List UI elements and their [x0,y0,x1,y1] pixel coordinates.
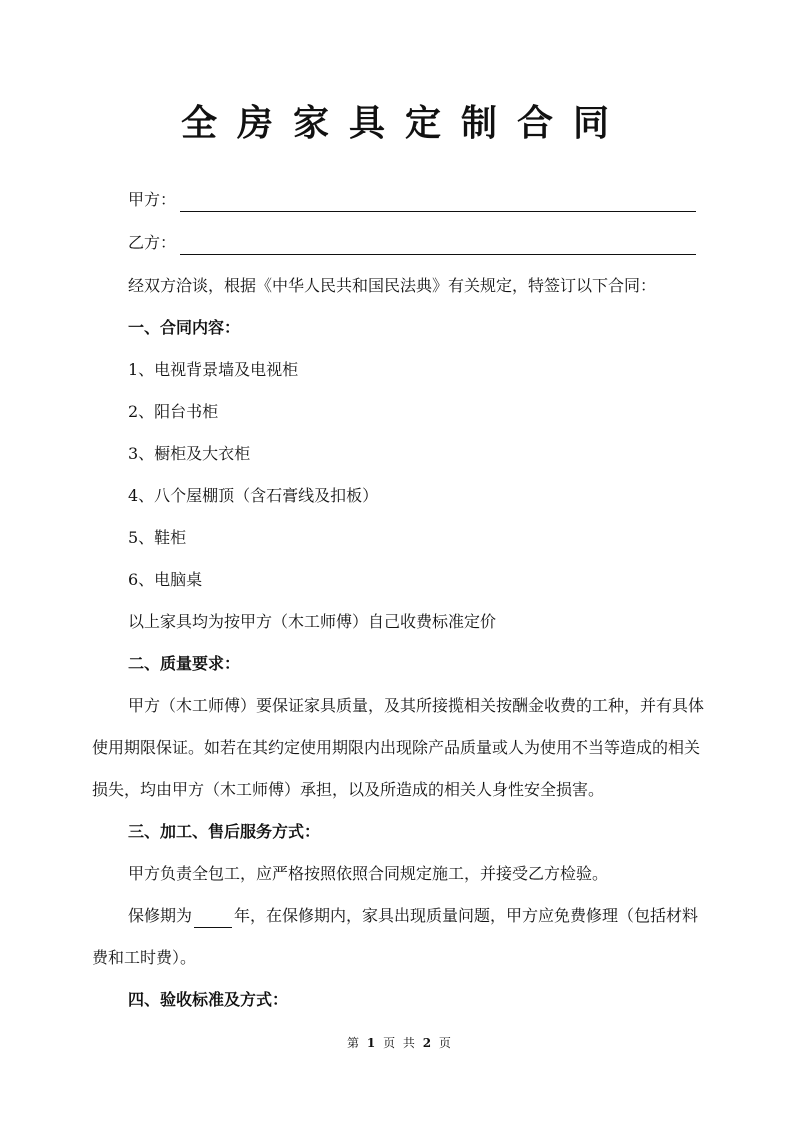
section-2-heading: 二、质量要求： [128,654,241,673]
party-a-blank [180,193,696,212]
section-1-heading: 一、合同内容： [128,318,241,337]
contract-item-1: 1、电视背景墙及电视柜 [128,360,299,379]
section-3-para-2-line-2: 费和工时费）。 [92,948,197,967]
section-3-heading: 三、加工、售后服务方式： [128,822,321,841]
section-4-heading: 四、验收标准及方式： [128,990,289,1009]
contract-item-2: 2、阳台书柜 [128,402,219,421]
footer-prefix: 第 [347,1036,362,1050]
page-footer [0,1034,800,1051]
party-b-blank [180,236,696,255]
party-b-line [128,231,696,255]
intro-text: 经双方洽谈，根据《中华人民共和国民法典》有关规定，特签订以下合同： [128,276,657,295]
section-2-line-1: 甲方（木工师傅）要保证家具质量，及其所接揽相关按酬金收费的工种，并有具体 [128,696,705,715]
page-title: 全房家具定制合同 [180,102,629,144]
footer-page-number: 1 [366,1036,378,1050]
section-3-para-2 [128,904,698,928]
contract-item-5: 5、鞋柜 [128,528,187,547]
footer-suffix: 页 [438,1036,453,1050]
contract-item-6: 6、电脑桌 [128,570,203,589]
warranty-suffix: 年，在保修期内，家具出现质量问题，甲方应免费修理（包括材料 [234,906,699,925]
party-a-label: 甲方： [128,190,177,209]
party-b-label: 乙方： [128,233,177,252]
contract-item-4: 4、八个屋棚顶（含石膏线及扣板） [128,486,379,505]
party-a-line [128,188,696,212]
warranty-years-blank [194,909,232,928]
section-3-para-1: 甲方负责全包工，应严格按照依照合同规定施工，并接受乙方检验。 [128,864,609,883]
contract-item-3: 3、橱柜及大衣柜 [128,444,251,463]
footer-total-pages: 2 [422,1036,434,1050]
section-2-line-3: 损失，均由甲方（木工师傅）承担，以及所造成的相关人身性安全损害。 [92,780,605,799]
section-2-line-2: 使用期限保证。如若在其约定使用期限内出现除产品质量或人为使用不当等造成的相关 [92,738,701,757]
footer-middle: 页 共 [383,1036,417,1050]
section-1-note: 以上家具均为按甲方（木工师傅）自己收费标准定价 [128,612,497,631]
warranty-prefix: 保修期为 [128,906,193,925]
